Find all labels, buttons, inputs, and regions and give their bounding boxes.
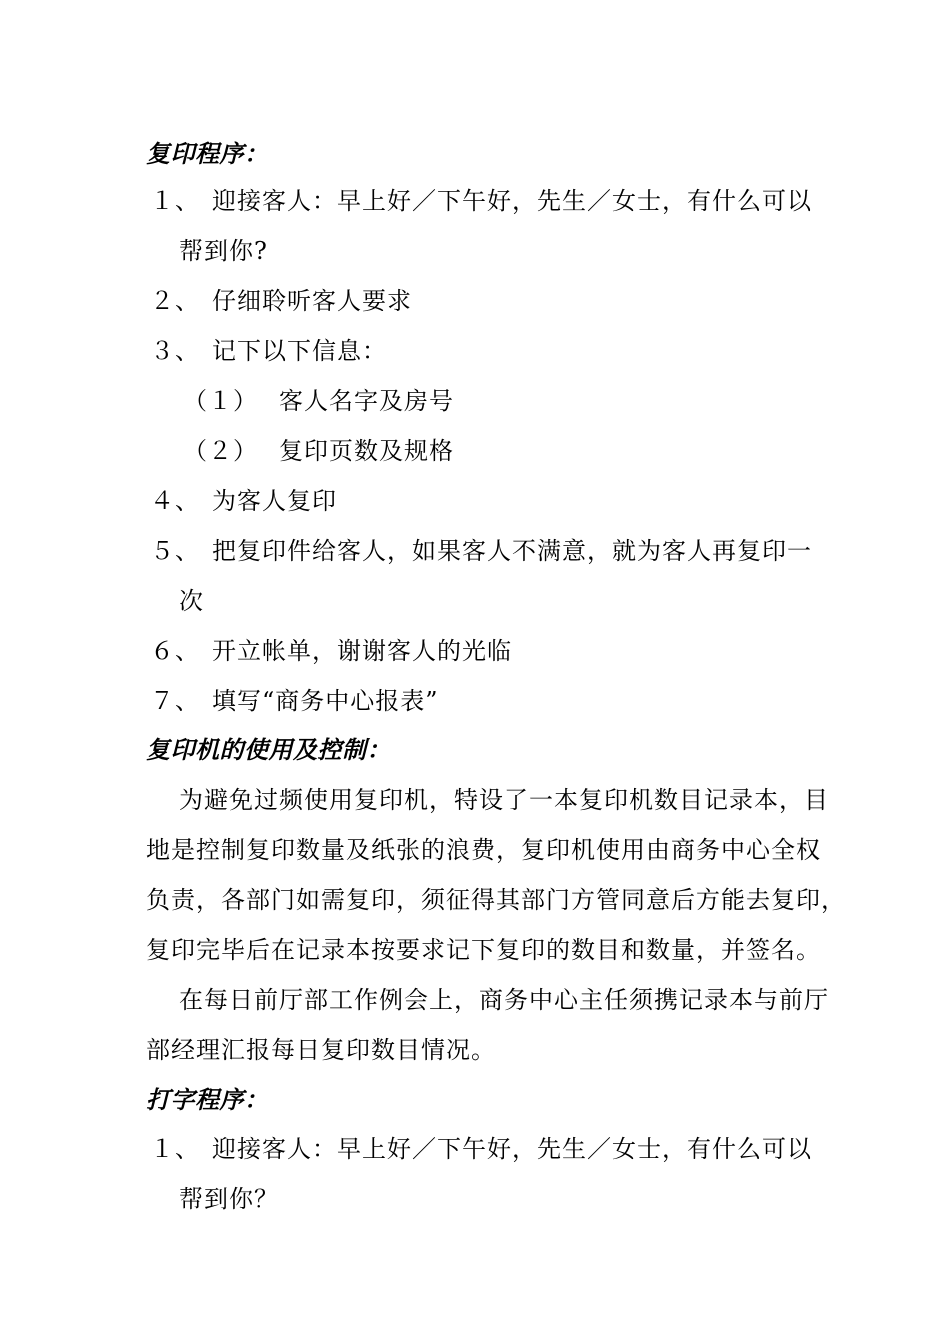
paragraph-line: 为避免过频使用复印机，特设了一本复印机数目记录本，目 bbox=[179, 786, 829, 814]
step-number: ７、 bbox=[150, 687, 200, 715]
section-heading-typing-procedure: 打字程序： bbox=[146, 1085, 269, 1114]
step-number: ４、 bbox=[150, 487, 200, 515]
paragraph-line: 负责，各部门如需复印，须征得其部门方管同意后方能去复印， bbox=[146, 886, 846, 914]
step-text-continuation: 帮到你? bbox=[179, 237, 268, 265]
paragraph-line: 在每日前厅部工作例会上，商务中心主任须携记录本与前厅 bbox=[179, 986, 829, 1014]
paragraph-line: 地是控制复印数量及纸张的浪费，复印机使用由商务中心全权 bbox=[146, 836, 821, 864]
sub-step-text: 客人名字及房号 bbox=[279, 387, 454, 415]
section-heading-copier-control: 复印机的使用及控制： bbox=[146, 735, 391, 764]
step-text: 迎接客人：早上好／下午好，先生／女士，有什么可以 bbox=[212, 187, 812, 215]
step-number: ２、 bbox=[150, 287, 200, 315]
step-text: 记下以下信息： bbox=[212, 337, 387, 365]
sub-step-text: 复印页数及规格 bbox=[279, 437, 454, 465]
step-text: 迎接客人：早上好／下午好，先生／女士，有什么可以 bbox=[212, 1135, 812, 1163]
sub-step-number: （１） bbox=[183, 387, 258, 415]
step-text: 为客人复印 bbox=[212, 487, 337, 515]
paragraph-line: 部经理汇报每日复印数目情况。 bbox=[146, 1036, 496, 1064]
step-text-continuation: 帮到你？ bbox=[179, 1185, 279, 1213]
step-text-continuation: 次 bbox=[179, 587, 204, 615]
step-number: ３、 bbox=[150, 337, 200, 365]
step-text: 开立帐单，谢谢客人的光临 bbox=[212, 637, 512, 665]
step-text: 仔细聆听客人要求 bbox=[212, 287, 412, 315]
step-text: 把复印件给客人，如果客人不满意，就为客人再复印一 bbox=[212, 537, 812, 565]
step-number: １、 bbox=[150, 187, 200, 215]
step-text: 填写“商务中心报表” bbox=[212, 687, 439, 715]
step-number: １、 bbox=[150, 1135, 200, 1163]
paragraph-line: 复印完毕后在记录本按要求记下复印的数目和数量，并签名。 bbox=[146, 936, 821, 964]
section-heading-copy-procedure: 复印程序： bbox=[146, 139, 269, 168]
step-number: ５、 bbox=[150, 537, 200, 565]
step-number: ６、 bbox=[150, 637, 200, 665]
sub-step-number: （２） bbox=[183, 437, 258, 465]
